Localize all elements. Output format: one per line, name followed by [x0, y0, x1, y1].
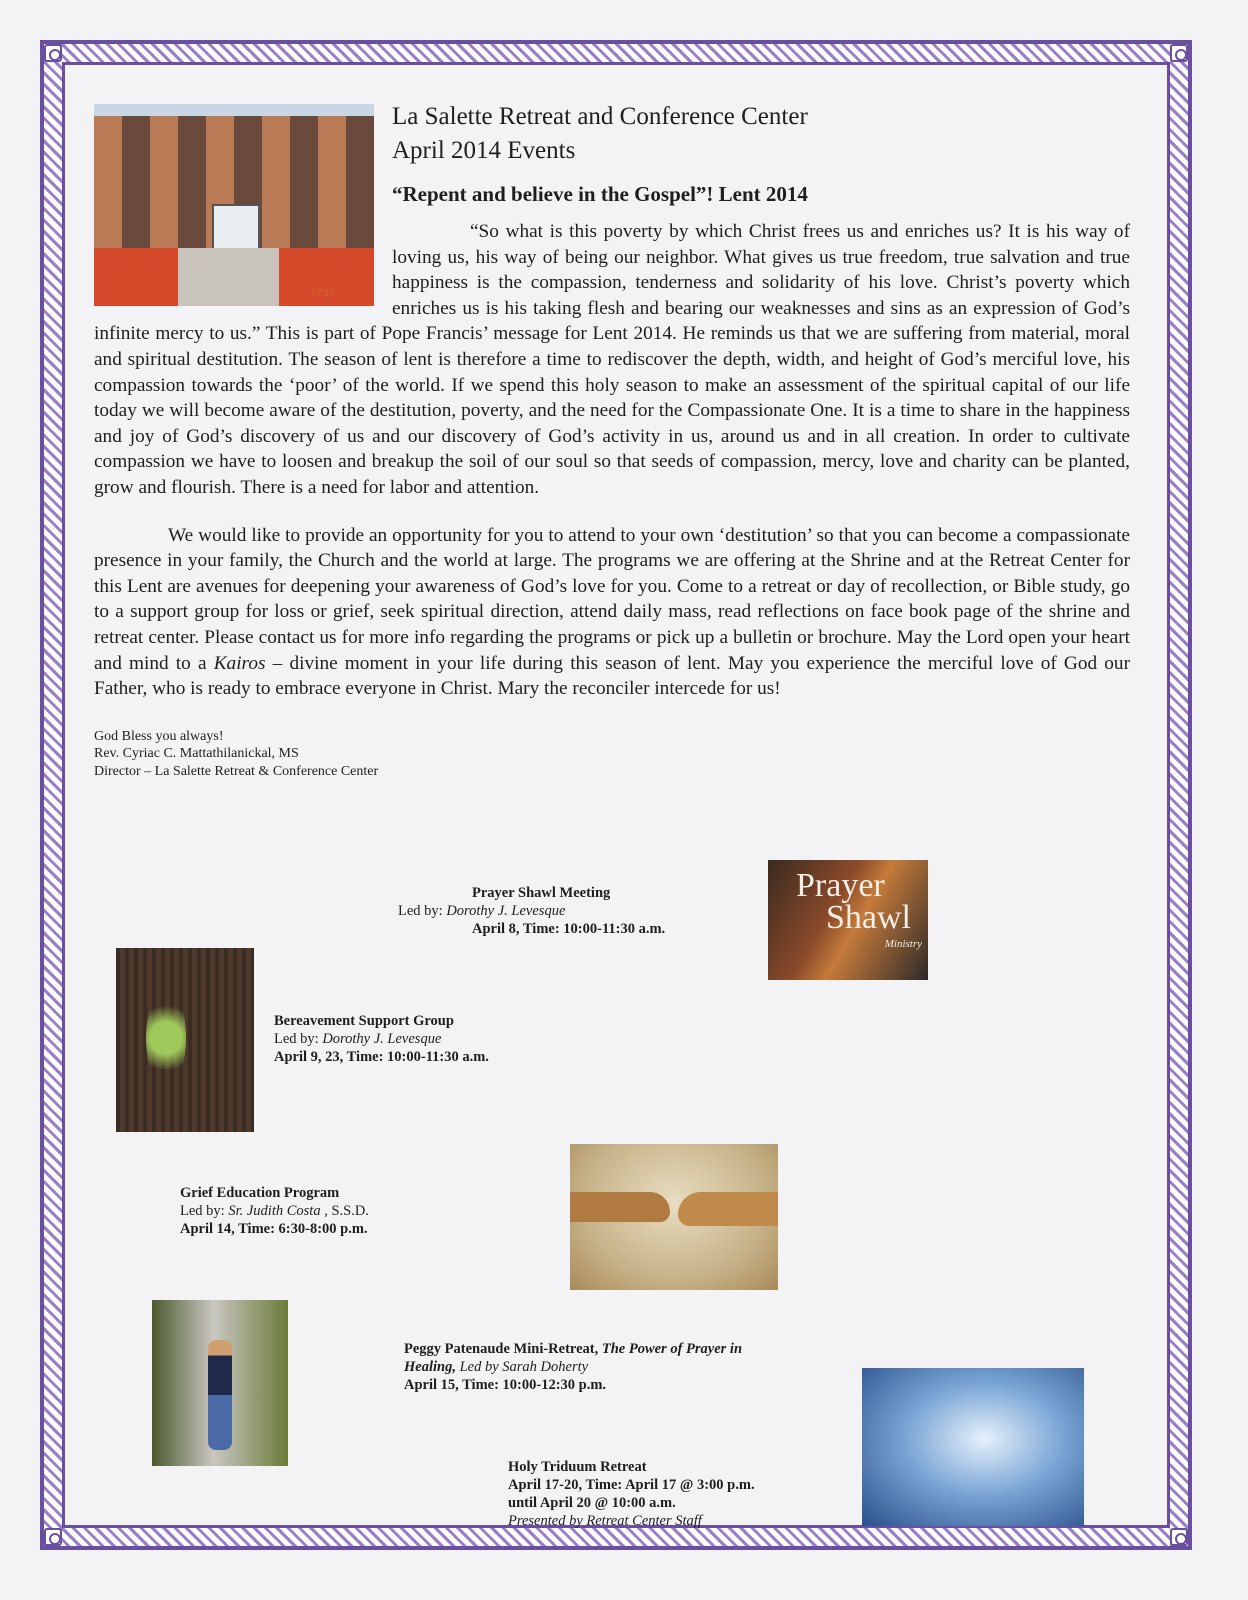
event-leader: Dorothy J. Levesque	[446, 903, 566, 919]
led-label: Led by:	[180, 1203, 229, 1219]
kairos-word: Kairos	[213, 652, 266, 674]
lent-heading: “Repent and believe in the Gospel”! Lent 2014	[392, 182, 808, 206]
signer-role: Director – La Salette Retreat & Conference Center	[94, 763, 379, 779]
event-title: Bereavement Support Group	[274, 1013, 454, 1029]
event-leader: Led by Sarah Doherty	[455, 1359, 589, 1375]
event-prayer-shawl	[398, 884, 665, 938]
corner-ornament-icon	[1170, 44, 1188, 62]
event-subtitle: The Power of Prayer in Healing,	[404, 1341, 743, 1375]
leader-suffix: , S.S.D.	[320, 1203, 369, 1219]
prayer-shawl-logo	[768, 860, 928, 980]
event-title: Grief Education Program	[180, 1185, 340, 1201]
photo-timestamp: 07 27	[311, 288, 334, 298]
paragraph-2-text-end: – divine moment in your life during this season of lent. May you experience the merciful love of God our Father, who is ready to embrace everyone in Christ. Mary the reconciler intercede for us!	[94, 652, 1130, 700]
logo-text: Prayer	[796, 867, 885, 904]
event-presenter: Presented by Retreat Center Staff	[508, 1513, 702, 1529]
creation-of-adam-hands-image	[570, 1144, 778, 1290]
led-label: Led by:	[398, 903, 447, 919]
letter	[94, 100, 1130, 780]
event-time-end: until April 20 @ 10:00 a.m.	[508, 1495, 676, 1511]
event-time: April 8, Time: 10:00-11:30 a.m.	[472, 921, 666, 937]
building-entrance	[212, 204, 260, 254]
retreat-center-photo	[94, 104, 374, 306]
signer-name: Rev. Cyriac C. Mattathilanickal, MS	[94, 746, 299, 762]
event-holy-triduum	[508, 1458, 755, 1530]
event-time: April 9, 23, Time: 10:00-11:30 a.m.	[274, 1049, 489, 1065]
corner-ornament-icon	[44, 44, 62, 62]
event-title: Prayer Shawl Meeting	[472, 885, 611, 901]
event-title: Peggy Patenaude Mini-Retreat,	[404, 1341, 602, 1357]
led-label: Led by:	[274, 1031, 323, 1047]
event-title: Holy Triduum Retreat	[508, 1459, 647, 1475]
logo-text: Ministry	[884, 938, 922, 950]
event-bereavement	[274, 1012, 489, 1066]
paragraph-2	[94, 523, 1130, 702]
corner-ornament-icon	[1170, 1528, 1188, 1546]
event-leader: Dorothy J. Levesque	[322, 1031, 442, 1047]
leaf-on-tree-photo	[116, 948, 254, 1132]
christ-risen-sky-painting	[862, 1368, 1084, 1526]
event-mini-retreat	[404, 1340, 784, 1394]
event-time: April 17-20, Time: April 17 @ 3:00 p.m.	[508, 1477, 755, 1493]
event-leader: Sr. Judith Costa	[228, 1203, 321, 1219]
event-time: April 15, Time: 10:00-12:30 p.m.	[404, 1377, 607, 1393]
corner-ornament-icon	[44, 1528, 62, 1546]
closing: God Bless you always!	[94, 728, 224, 744]
event-grief-education	[180, 1184, 369, 1238]
signature-block	[94, 728, 1130, 781]
paragraph-2-text: We would like to provide an opportunity for you to attend to your own ‘destitution’ so that you can become a compassionate presence in your family, the Church and the world at large. The programs we are offering at the Shrine and at the Retreat Center for this Lent are avenues for deepening your awareness of God’s love for you. Come to a retreat or day of recollection, or Bible study, go to a support group for loss or grief, seek spiritual direction, attend daily mass, read reflections on face book page of the shrine and retreat center. Please contact us for more info regarding the programs or pick up a bulletin or brochure. May the Lord open your heart and mind to a	[94, 524, 1130, 674]
event-time: April 14, Time: 6:30-8:00 p.m.	[180, 1221, 368, 1237]
title-line-1: La Salette Retreat and Conference Center	[392, 103, 808, 130]
logo-text: Shawl	[826, 899, 911, 936]
title-line-2: April 2014 Events	[392, 137, 576, 164]
paragraph-1: “So what is this poverty by which Christ frees us and enriches us? It is his way of loving us, his way of being our neighbor. What gives us true freedom, true salvation and true happiness is the compassion, tenderness and solidarity of his love. Christ’s poverty which enriches us is his taking flesh and bearing our weaknesses and sins as an expression of God’s infinite mercy to us.” This is part of Pope Francis’ message for Lent 2014. He reminds us that we are suffering from material, moral and spiritual destitution. The season of lent is therefore a time to rediscover the depth, width, and height of God’s merciful love, his compassion towards the ‘poor’ of the world. If we spend this holy season to make an assessment of the spiritual capital of our life today we will become aware of the destitution, poverty, and the need for the Compassionate One. It is a time to share in the happiness and joy of God’s discovery of us and our discovery of God’s activity in us, around us and in all creation. In order to cultivate compassion we have to loosen and breakup the soil of our soul so that seeds of compassion, mercy, love and charity can be planted, grow and flourish. There is a need for labor and attention.	[94, 221, 1130, 498]
woman-walking-in-woods-photo	[152, 1300, 288, 1466]
